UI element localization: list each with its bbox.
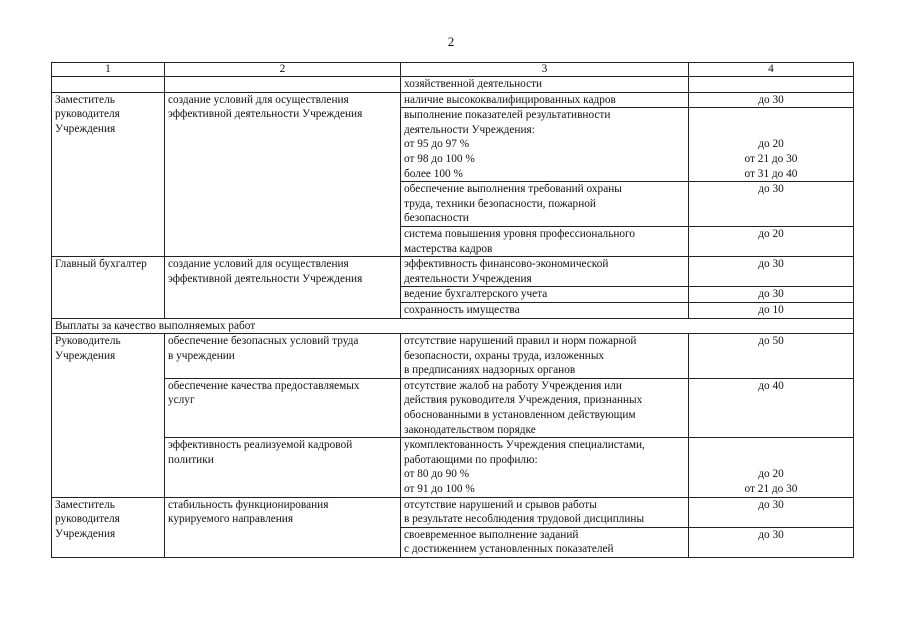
value-cell: до 20 от 21 до 30: [689, 438, 854, 497]
section-row: [52, 318, 854, 334]
value-cell: до 30: [689, 92, 854, 108]
indicator-cell: своевременное выполнение заданий с достижением установленных показателей: [401, 527, 689, 557]
value-cell: до 20 от 21 до 30 от 31 до 40: [689, 108, 854, 182]
indicator-cell: сохранность имущества: [401, 302, 689, 318]
table-row: [52, 438, 854, 497]
indicator-cell: выполнение показателей результативности деятельности Учреждения: от 95 до 97 % от 98 до 100 % более 100 %: [401, 108, 689, 182]
value-cell: до 30: [689, 287, 854, 303]
indicator-cell: обеспечение выполнения требований охраны труда, техники безопасности, пожарной безопасности: [401, 182, 689, 227]
value-cell: до 30: [689, 527, 854, 557]
page-number: 2: [447, 34, 455, 49]
criteria-table: [51, 62, 854, 558]
indicator-cell: хозяйственной деятельности: [401, 77, 689, 93]
continuation-row: [52, 77, 854, 93]
column-number: 1: [52, 63, 165, 77]
indicator-cell: отсутствие жалоб на работу Учреждения или действия руководителя Учреждения, признанных обоснованными в установленном действующим законодательством порядке: [401, 378, 689, 437]
value-cell: до 30: [689, 497, 854, 527]
indicator-cell: отсутствие нарушений и срывов работы в результате несоблюдения трудовой дисциплины: [401, 497, 689, 527]
criterion-cell: создание условий для осуществления эффективной деятельности Учреждения: [165, 92, 401, 257]
indicator-cell: система повышения уровня профессионального мастерства кадров: [401, 226, 689, 256]
indicator-cell: ведение бухгалтерского учета: [401, 287, 689, 303]
value-cell: до 20: [689, 226, 854, 256]
column-number: 2: [165, 63, 401, 77]
value-cell: до 30: [689, 182, 854, 227]
value-cell: [689, 77, 854, 93]
criterion-cell: обеспечение качества предоставляемых услуг: [165, 378, 401, 437]
criterion-cell: стабильность функционирования курируемого направления: [165, 497, 401, 557]
column-number: 4: [689, 63, 854, 77]
table-row: [52, 92, 854, 108]
table-row: [52, 257, 854, 287]
indicator-cell: отсутствие нарушений правил и норм пожарной безопасности, охраны труда, изложенных в предписаниях надзорных органов: [401, 334, 689, 379]
criterion-cell: [165, 77, 401, 93]
section-title: Выплаты за качество выполняемых работ: [52, 318, 854, 334]
table-row: [52, 334, 854, 379]
position-cell: Заместитель руководителя Учреждения: [52, 92, 165, 257]
value-cell: до 10: [689, 302, 854, 318]
position-cell: Руководитель Учреждения: [52, 334, 165, 498]
criterion-cell: создание условий для осуществления эффективной деятельности Учреждения: [165, 257, 401, 318]
position-cell: Главный бухгалтер: [52, 257, 165, 318]
column-number: 3: [401, 63, 689, 77]
position-cell: Заместитель руководителя Учреждения: [52, 497, 165, 557]
indicator-cell: эффективность финансово-экономической деятельности Учреждения: [401, 257, 689, 287]
table-body: [52, 77, 854, 558]
indicator-cell: укомплектованность Учреждения специалистами, работающими по профилю: от 80 до 90 % от 91 до 100 %: [401, 438, 689, 497]
criterion-cell: эффективность реализуемой кадровой политики: [165, 438, 401, 497]
column-number-row: [52, 63, 854, 77]
indicator-cell: наличие высококвалифицированных кадров: [401, 92, 689, 108]
value-cell: до 50: [689, 334, 854, 379]
position-cell: [52, 77, 165, 93]
value-cell: до 40: [689, 378, 854, 437]
criterion-cell: обеспечение безопасных условий труда в учреждении: [165, 334, 401, 379]
value-cell: до 30: [689, 257, 854, 287]
table-row: [52, 497, 854, 527]
table-row: [52, 378, 854, 437]
